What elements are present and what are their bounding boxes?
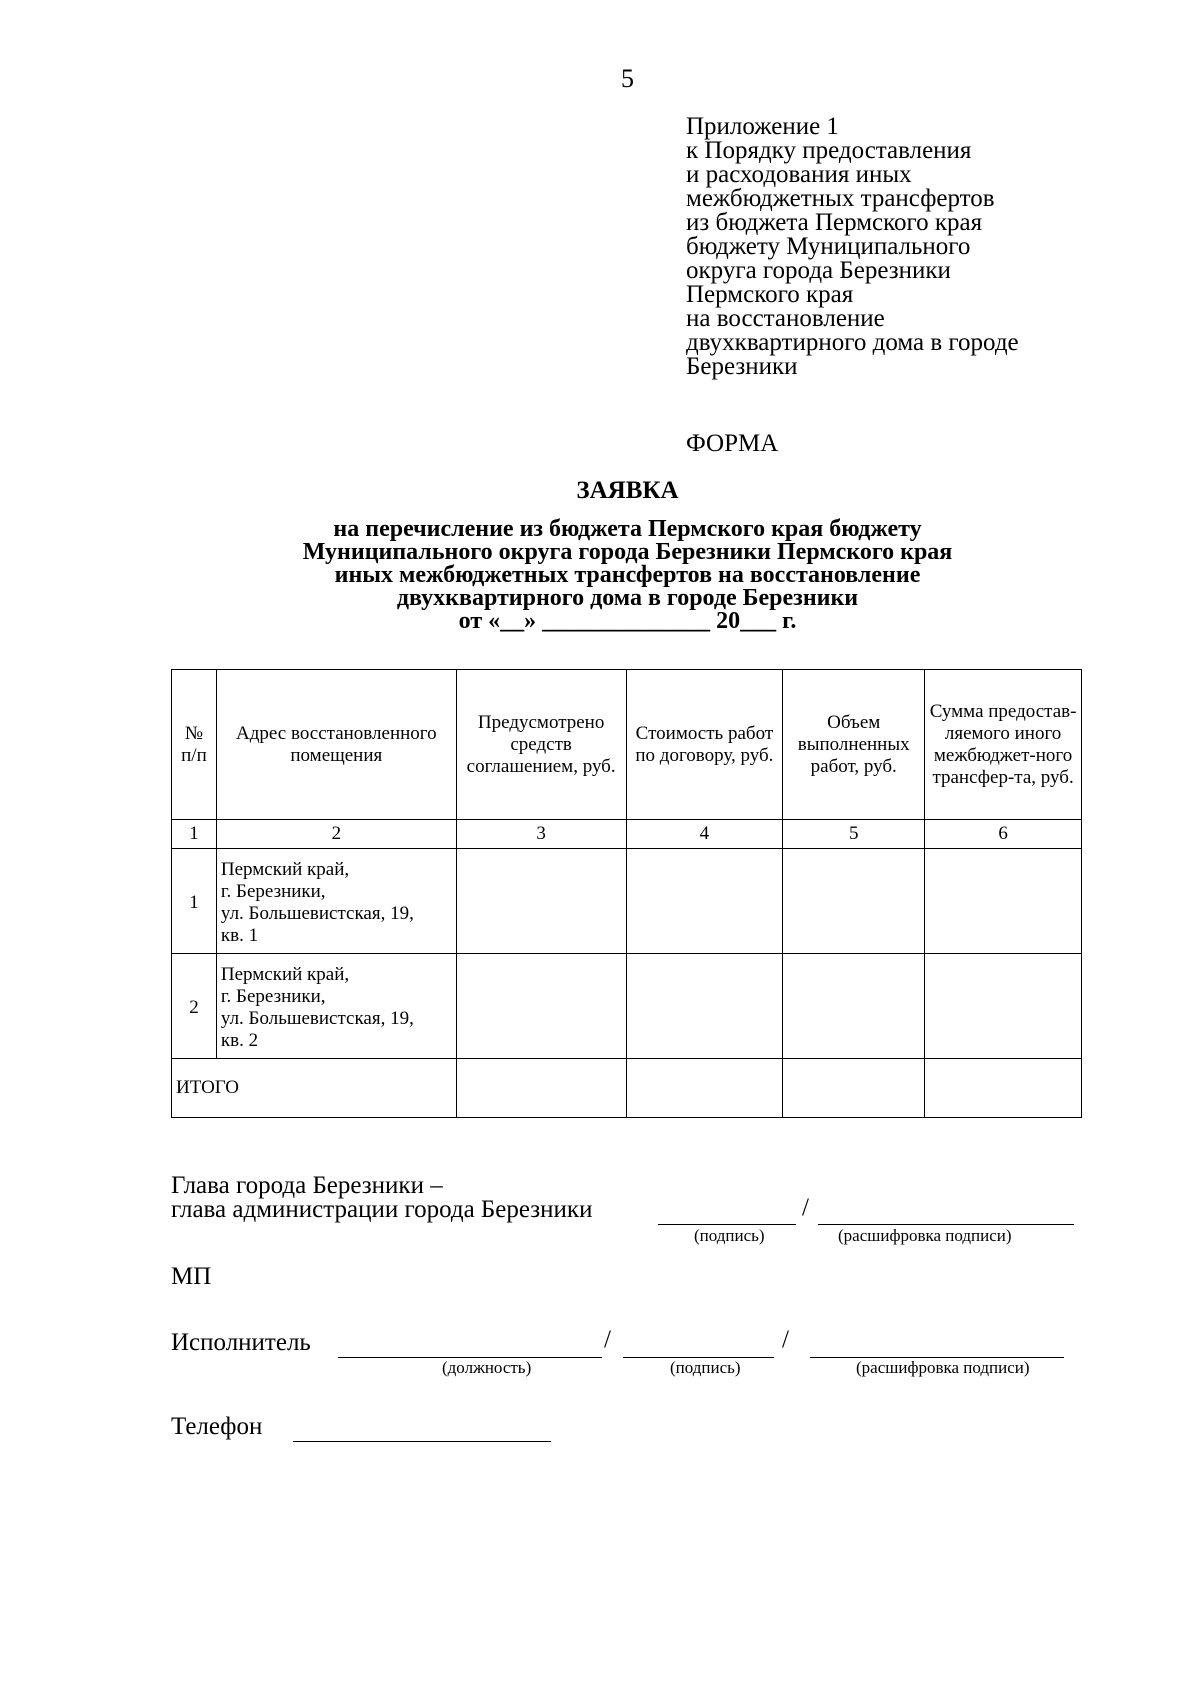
table-header-row [172,670,1082,820]
transfer-cell [925,954,1082,1059]
page-number: 5 [621,64,634,93]
head-sign-caption: (подпись) [694,1226,765,1245]
appendix-line: Пермского края [686,281,854,308]
total-planned-cell [456,1059,626,1118]
header-cell-transfer: Сумма предостав-ляемого иного межбюджет-ного трансфер-та, руб. [925,670,1082,820]
address-line: Пермский край, [220,859,350,880]
separator-slash: / [604,1326,611,1353]
total-row [172,1059,1082,1118]
form-label: ФОРМА [686,430,779,457]
volume-cell [783,954,925,1059]
header-cell-number: № п/п [172,670,217,820]
subtitle-line: на перечисление из бюджета Пермского края бюджету [333,516,922,542]
address-cell [216,849,456,954]
address-line: кв. 2 [220,1030,259,1051]
phone-line [293,1441,551,1442]
head-title-line1: Глава города Березники – [171,1172,443,1199]
planned-cell [456,849,626,954]
total-label: ИТОГО [172,1059,457,1118]
request-table [171,669,1082,1118]
transfer-cell [925,849,1082,954]
address-line: ул. Большевистская, 19, [220,903,414,924]
total-volume-cell [783,1059,925,1118]
column-number: 5 [783,820,925,849]
appendix-line: округа города Березники [686,257,951,284]
column-number: 6 [925,820,1082,849]
separator-slash: / [802,1194,809,1221]
column-number: 4 [626,820,783,849]
total-cost-cell [626,1059,783,1118]
executor-position-caption: (должность) [442,1358,532,1377]
address-line: ул. Большевистская, 19, [220,1008,414,1029]
column-number: 3 [456,820,626,849]
table-row [172,954,1082,1059]
appendix-block [686,115,1019,379]
subtitle-line: иных межбюджетных трансфертов на восстановление [334,562,921,588]
separator-slash: / [782,1326,789,1353]
head-decode-caption: (расшифровка подписи) [838,1226,1012,1245]
head-decode-line [818,1224,1074,1225]
planned-cell [456,954,626,1059]
appendix-line: и расходования иных [686,161,912,188]
header-cell-planned: Предусмотрено средств соглашением, руб. [456,670,626,820]
subtitle-line: Муниципального округа города Березники Пермского края [302,539,953,565]
phone-label: Телефон [171,1413,263,1440]
header-cell-volume: Объем выполненных работ, руб. [783,670,925,820]
stamp-label: МП [171,1263,212,1290]
row-number: 2 [172,954,217,1059]
appendix-line: бюджету Муниципального [686,233,971,260]
volume-cell [783,849,925,954]
appendix-line: межбюджетных трансфертов [686,185,995,212]
executor-sign-caption: (подпись) [670,1358,741,1377]
head-signature-line [658,1224,796,1225]
table-row [172,849,1082,954]
appendix-line: Приложение 1 [686,113,839,140]
head-title-line2: глава администрации города Березники [171,1196,593,1223]
executor-decode-caption: (расшифровка подписи) [856,1358,1030,1377]
column-number-row [172,820,1082,849]
appendix-line: на восстановление [686,305,885,332]
appendix-line: к Порядку предоставления [686,137,972,164]
total-transfer-cell [925,1059,1082,1118]
appendix-line: из бюджета Пермского края [686,209,983,236]
address-line: г. Березники, [220,986,326,1007]
subtitle-line: двухквартирного дома в городе Березники [396,585,859,611]
executor-label: Исполнитель [171,1329,311,1356]
column-number: 2 [216,820,456,849]
date-line: от «__» ______________ 20___ г. [458,608,797,634]
appendix-line: Березники [686,353,798,380]
row-number: 1 [172,849,217,954]
cost-cell [626,954,783,1059]
cost-cell [626,849,783,954]
header-cell-address: Адрес восстановленного помещения [216,670,456,820]
address-line: кв. 1 [220,925,259,946]
appendix-line: двухквартирного дома в городе [686,329,1019,356]
document-title: ЗАЯВКА [576,477,679,504]
address-line: г. Березники, [220,881,326,902]
header-cell-cost: Стоимость работ по договору, руб. [626,670,783,820]
address-cell [216,954,456,1059]
column-number: 1 [172,820,217,849]
address-line: Пермский край, [220,964,350,985]
document-subtitle [0,518,1200,633]
